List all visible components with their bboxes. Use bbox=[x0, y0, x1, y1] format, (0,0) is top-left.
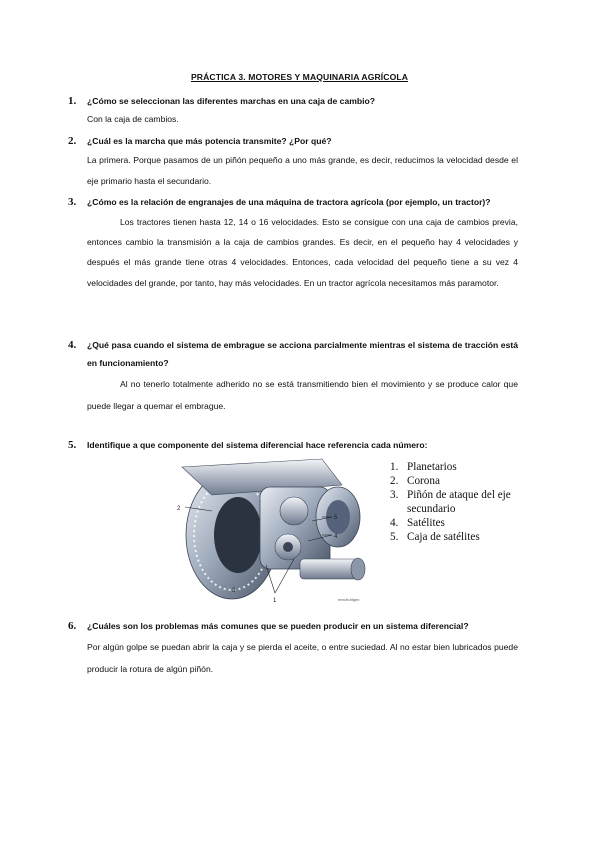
question-2 bbox=[68, 132, 518, 192]
question-3 bbox=[68, 193, 518, 293]
callout-5-label: 5 bbox=[334, 515, 338, 521]
callout-1-label: 1 bbox=[273, 598, 277, 604]
question-number: 2. bbox=[68, 135, 77, 147]
callout-3-label: 3 bbox=[232, 588, 236, 594]
image-credit: rexroth-bilgen bbox=[338, 598, 360, 602]
list-item: 4. Satélites bbox=[390, 517, 445, 529]
callout-4-label: 4 bbox=[334, 534, 338, 540]
differential-diagram bbox=[172, 455, 375, 607]
answer-text: Al no tenerlo totalmente adherido no se está transmitiendo bien el movimiento y se produce calor que puede llegar a quemar el embrague. bbox=[87, 379, 518, 411]
question-text: ¿Cuáles son los problemas más comunes que se pueden producir en un sistema diferencial? bbox=[87, 621, 469, 631]
question-number: 1. bbox=[68, 95, 77, 107]
parts-list bbox=[390, 460, 530, 544]
question-text: ¿Qué pasa cuando el sistema de embrague se acciona parcialmente mientras el sistema de tracción está en funcionamiento? bbox=[87, 340, 518, 368]
question-4 bbox=[68, 336, 518, 417]
page-title: PRÁCTICA 3. MOTORES Y MAQUINARIA AGRÍCOLA bbox=[190, 72, 409, 82]
question-1 bbox=[68, 92, 518, 128]
answer-text: La primera. Porque pasamos de un piñón pequeño a uno más grande, es decir, reducimos la velocidad desde el eje primario hasta el secundario. bbox=[87, 155, 518, 186]
question-number: 4. bbox=[68, 339, 77, 351]
list-item: 2. Corona bbox=[390, 475, 440, 487]
list-item: 3. Piñón de ataque del eje secundario bbox=[390, 489, 511, 515]
question-5 bbox=[68, 436, 518, 454]
question-6 bbox=[68, 617, 518, 680]
question-text: ¿Cómo se seleccionan las diferentes marchas en una caja de cambio? bbox=[87, 96, 375, 106]
question-number: 5. bbox=[68, 439, 77, 451]
list-item: 5. Caja de satélites bbox=[390, 531, 480, 543]
answer-text: Con la caja de cambios. bbox=[87, 114, 179, 124]
question-number: 3. bbox=[68, 196, 77, 208]
output-shaft-shape bbox=[300, 558, 365, 580]
question-number: 6. bbox=[68, 620, 77, 632]
answer-text: Por algún golpe se puedan abrir la caja y se pierda el aceite, o entre suciedad. Al no estar bien lubricados puede producir la rotura de algún piñón. bbox=[87, 642, 518, 674]
question-text: ¿Cómo es la relación de engranajes de una máquina de tractora agrícola (por ejemplo, un tractor)? bbox=[87, 197, 491, 207]
list-item: 1. Planetarios bbox=[390, 461, 457, 473]
question-text: Identifique a que componente del sistema diferencial hace referencia cada número: bbox=[87, 440, 428, 450]
answer-text: Los tractores tienen hasta 12, 14 o 16 velocidades. Esto se consigue con una caja de cambios previa, entonces cambio la transmisión a la caja de cambios grandes. Es decir, en el pequeño hay 4 velocidades y después el más grande tiene otras 4 velocidades. Entonces, cada velocidad del pequeño tiene a su vez 4 velocidades del grande, por tanto, hay más velocidades. En un tractor agrícola necesitamos más paramotor. bbox=[87, 217, 518, 288]
question-text: ¿Cuál es la marcha que más potencia transmite? ¿Por qué? bbox=[87, 136, 332, 146]
callout-2-label: 2 bbox=[177, 506, 181, 512]
